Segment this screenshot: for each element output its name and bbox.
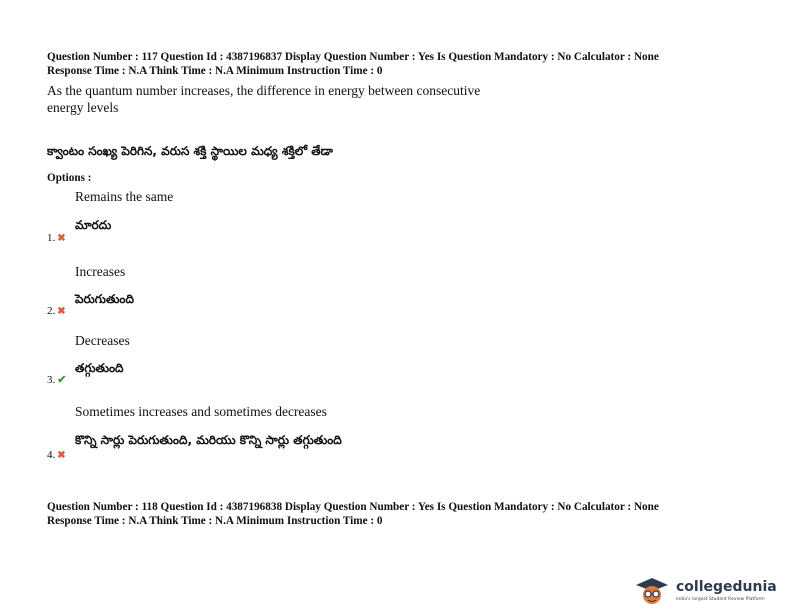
collegedunia-watermark <box>632 576 782 606</box>
question-text-telugu: క్వాంటం సంఖ్య పెరిగిన, వరుస శక్తి స్థాయిల మధ్య శక్తిలో తేడా <box>47 144 333 158</box>
brand-tagline: India's largest Student Review Platform <box>676 597 765 602</box>
option-3-number <box>47 373 66 386</box>
option-2-telugu: పెరుగుతుంది <box>75 292 134 306</box>
option-3-telugu: తగ్గుతుంది <box>75 361 124 375</box>
option-2-number <box>47 305 66 317</box>
checkmark-icon: ✔ <box>57 374 67 386</box>
option-1-number-text: 1. <box>47 232 56 244</box>
option-3-english: Decreases <box>75 333 130 348</box>
option-3-number-text: 3. <box>47 374 56 386</box>
option-4-telugu: కొన్ని సార్లు పెరుగుతుంది, మరియు కొన్ని సార్లు తగ్గుతుంది <box>75 433 342 447</box>
cross-icon: ✖ <box>57 233 66 244</box>
cross-icon: ✖ <box>57 450 66 461</box>
mascot-logo-icon <box>632 576 672 606</box>
option-4-number-text: 4. <box>47 449 56 461</box>
question-text-english <box>47 82 607 116</box>
option-4-english: Sometimes increases and sometimes decreases <box>75 404 327 419</box>
question-text-line-2: energy levels <box>47 100 119 115</box>
option-1-number <box>47 232 66 244</box>
option-2-number-text: 2. <box>47 305 56 317</box>
q118-meta-line-1: Question Number : 118 Question Id : 4387196838 Display Question Number : Yes Is Question Mandatory : No Calculator : None <box>47 501 659 513</box>
options-label: Options : <box>47 172 92 184</box>
q118-meta-line-2: Response Time : N.A Think Time : N.A Minimum Instruction Time : 0 <box>47 515 383 527</box>
q117-meta-line-2: Response Time : N.A Think Time : N.A Minimum Instruction Time : 0 <box>47 65 383 77</box>
option-4-number <box>47 449 66 461</box>
q117-meta-line-1: Question Number : 117 Question Id : 4387196837 Display Question Number : Yes Is Question Mandatory : No Calculator : None <box>47 51 659 63</box>
option-1-english: Remains the same <box>75 189 174 204</box>
option-2-english: Increases <box>75 264 126 279</box>
question-text-line-1: As the quantum number increases, the difference in energy between consecutive <box>47 83 481 98</box>
brand-name: collegedunia <box>676 579 777 595</box>
cross-icon: ✖ <box>57 306 66 317</box>
option-1-telugu: మారదు <box>75 218 112 232</box>
